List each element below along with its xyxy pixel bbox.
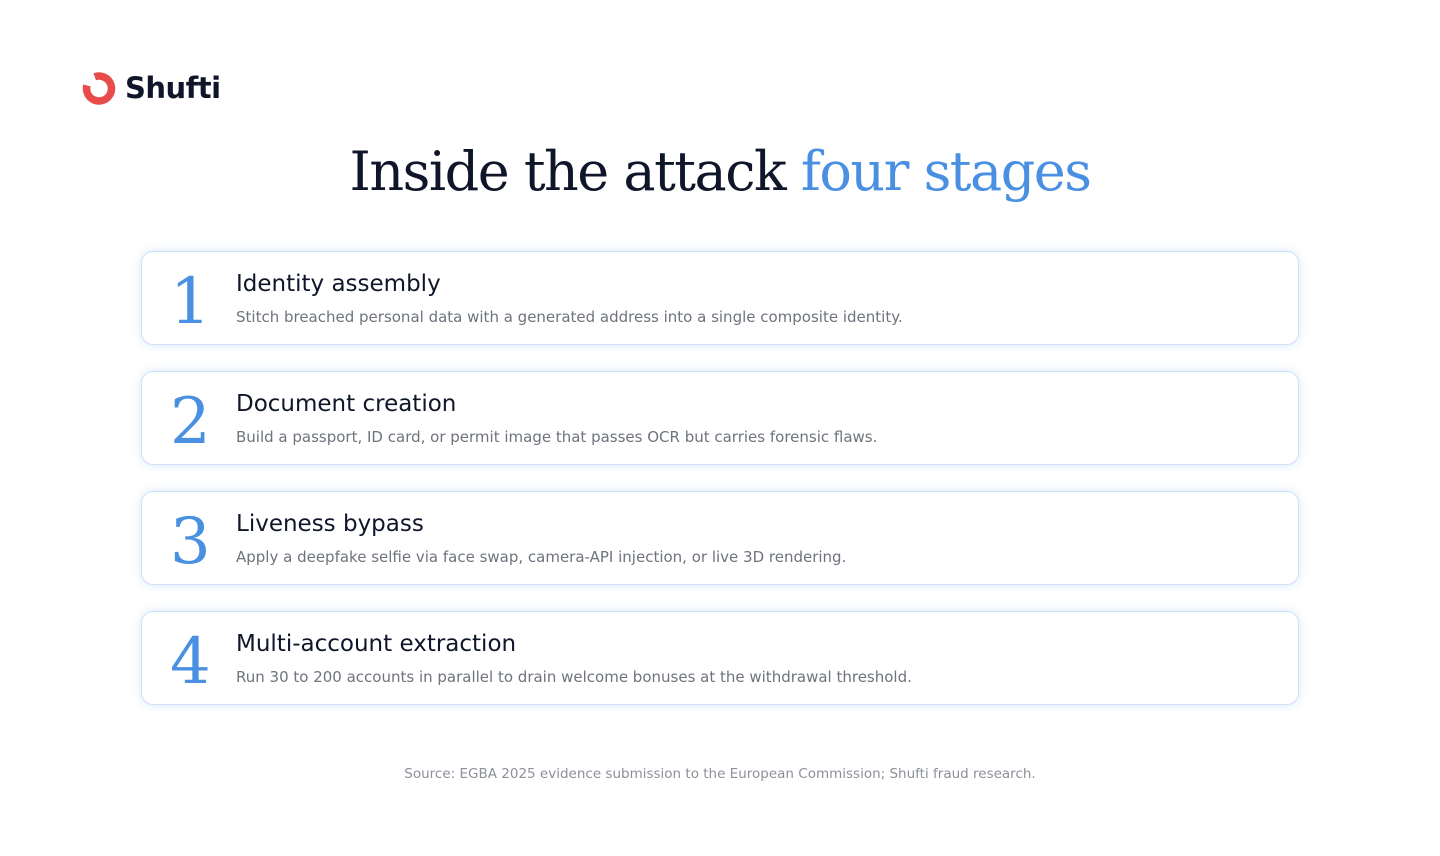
source-note: Source: EGBA 2025 evidence submission to the European Commission; Shufti fraud research. (404, 766, 1036, 782)
stage-card (141, 491, 1299, 585)
stage-description: Build a passport, ID card, or permit image that passes OCR but carries forensic flaws. (236, 428, 878, 446)
stage-number: 4 (170, 625, 211, 699)
brand-name: Shufti (125, 71, 221, 105)
stage-list (141, 251, 1299, 731)
page-title-main: Inside the attack (349, 140, 786, 203)
stage-title: Liveness bypass (236, 511, 424, 537)
stage-number: 3 (170, 505, 211, 579)
stage-description: Run 30 to 200 accounts in parallel to drain welcome bonuses at the withdrawal threshold. (236, 668, 912, 686)
page-title-accent: four stages (800, 140, 1091, 203)
brand-logo (80, 68, 221, 108)
shufti-logo-icon (80, 68, 118, 108)
stage-number: 2 (170, 385, 211, 459)
stage-title: Identity assembly (236, 271, 441, 297)
stage-title: Multi-account extraction (236, 631, 517, 657)
stage-card (141, 611, 1299, 705)
stage-description: Stitch breached personal data with a generated address into a single composite identity. (236, 308, 903, 326)
page-title (0, 136, 1440, 208)
stage-card (141, 371, 1299, 465)
stage-description: Apply a deepfake selfie via face swap, camera-API injection, or live 3D rendering. (236, 548, 847, 566)
stage-title: Document creation (236, 391, 457, 417)
stage-card (141, 251, 1299, 345)
stage-number: 1 (170, 265, 211, 339)
